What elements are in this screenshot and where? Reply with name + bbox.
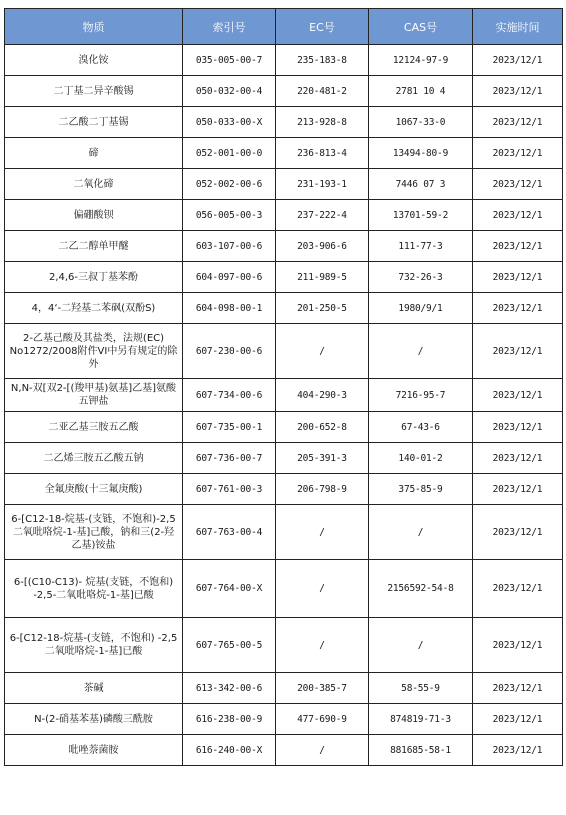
effective-date-cell: 2023/12/1 [473,231,563,262]
ec-number-cell: 231-193-1 [276,169,369,200]
substance-cell: 茶碱 [5,673,183,704]
effective-date-cell: 2023/12/1 [473,505,563,560]
substance-cell: 全氟庚酸(十三氟庚酸) [5,474,183,505]
effective-date-cell: 2023/12/1 [473,412,563,443]
ec-number-cell: 237-222-4 [276,200,369,231]
index-number-cell: 607-764-00-X [183,560,276,618]
substance-cell: 二乙烯三胺五乙酸五钠 [5,443,183,474]
substance-cell: 6-[C12-18-烷基-(支链，不饱和)-2,5 二氧吡咯烷-1-基]己酸，钠和三(2-羟乙基)铵盐 [5,505,183,560]
cas-number-cell: 375-85-9 [369,474,473,505]
cas-number-cell: 111-77-3 [369,231,473,262]
cas-number-cell: 881685-58-1 [369,735,473,766]
header-effective-date: 实施时间 [473,9,563,45]
cas-number-cell: 2156592-54-8 [369,560,473,618]
table-row [5,474,563,505]
effective-date-cell: 2023/12/1 [473,293,563,324]
index-number-cell: 616-238-00-9 [183,704,276,735]
substance-cell: 6-[C12-18-烷基-(支链，不饱和) -2,5二氧吡咯烷-1-基]已酸 [5,618,183,673]
table-header-row [5,9,563,45]
cas-number-cell: 1980/9/1 [369,293,473,324]
table-row [5,443,563,474]
ec-number-cell: 206-798-9 [276,474,369,505]
cas-number-cell: 2781 10 4 [369,76,473,107]
index-number-cell: 616-240-00-X [183,735,276,766]
substance-cell: N-(2-硝基苯基)磷酸三酰胺 [5,704,183,735]
table-row [5,293,563,324]
header-index-number: 索引号 [183,9,276,45]
substance-cell: 溴化铵 [5,45,183,76]
index-number-cell: 607-761-00-3 [183,474,276,505]
effective-date-cell: 2023/12/1 [473,169,563,200]
table-row [5,324,563,379]
ec-number-cell: 201-250-5 [276,293,369,324]
substance-cell: 二氧化碲 [5,169,183,200]
header-ec-number: EC号 [276,9,369,45]
header-substance: 物质 [5,9,183,45]
ec-number-cell: 477-690-9 [276,704,369,735]
ec-number-cell: / [276,618,369,673]
table-row [5,673,563,704]
index-number-cell: 607-763-00-4 [183,505,276,560]
ec-number-cell: / [276,560,369,618]
cas-number-cell: 12124-97-9 [369,45,473,76]
effective-date-cell: 2023/12/1 [473,138,563,169]
index-number-cell: 050-033-00-X [183,107,276,138]
ec-number-cell: 211-989-5 [276,262,369,293]
table-row [5,735,563,766]
ec-number-cell: 235-183-8 [276,45,369,76]
cas-number-cell: 58-55-9 [369,673,473,704]
index-number-cell: 056-005-00-3 [183,200,276,231]
table-row [5,107,563,138]
index-number-cell: 603-107-00-6 [183,231,276,262]
index-number-cell: 035-005-00-7 [183,45,276,76]
ec-number-cell: 203-906-6 [276,231,369,262]
substance-cell: 碲 [5,138,183,169]
cas-number-cell: 140-01-2 [369,443,473,474]
table-row [5,704,563,735]
table-row [5,231,563,262]
substance-cell: 吡唑萘菌胺 [5,735,183,766]
effective-date-cell: 2023/12/1 [473,76,563,107]
table-row [5,618,563,673]
index-number-cell: 052-001-00-0 [183,138,276,169]
index-number-cell: 604-098-00-1 [183,293,276,324]
cas-number-cell: 13494-80-9 [369,138,473,169]
cas-number-cell: 874819-71-3 [369,704,473,735]
effective-date-cell: 2023/12/1 [473,107,563,138]
cas-number-cell: / [369,324,473,379]
substance-cell: 2,4,6-三叔丁基苯酚 [5,262,183,293]
ec-number-cell: / [276,324,369,379]
substance-cell: 偏硼酸钡 [5,200,183,231]
effective-date-cell: 2023/12/1 [473,474,563,505]
table-row [5,262,563,293]
cas-number-cell: 7446 07 3 [369,169,473,200]
ec-number-cell: 205-391-3 [276,443,369,474]
substance-cell: 6-[(C10-C13)- 烷基(支链，不饱和) -2,5-二氧吡咯烷-1-基]已酸 [5,560,183,618]
effective-date-cell: 2023/12/1 [473,324,563,379]
ec-number-cell: 213-928-8 [276,107,369,138]
ec-number-cell: / [276,505,369,560]
ec-number-cell: 236-813-4 [276,138,369,169]
effective-date-cell: 2023/12/1 [473,560,563,618]
ec-number-cell: 220-481-2 [276,76,369,107]
table-row [5,169,563,200]
index-number-cell: 607-735-00-1 [183,412,276,443]
cas-number-cell: / [369,618,473,673]
index-number-cell: 050-032-00-4 [183,76,276,107]
effective-date-cell: 2023/12/1 [473,45,563,76]
effective-date-cell: 2023/12/1 [473,735,563,766]
cas-number-cell: / [369,505,473,560]
cas-number-cell: 67-43-6 [369,412,473,443]
substance-table [4,8,563,766]
substance-cell: N,N-双[双2-[(羧甲基)氨基]乙基]氨酸五钾盐 [5,379,183,412]
ec-number-cell: 200-652-8 [276,412,369,443]
substance-cell: 二乙酸二丁基锡 [5,107,183,138]
substance-cell: 二亚乙基三胺五乙酸 [5,412,183,443]
index-number-cell: 613-342-00-6 [183,673,276,704]
index-number-cell: 607-734-00-6 [183,379,276,412]
table-body [5,45,563,766]
effective-date-cell: 2023/12/1 [473,704,563,735]
ec-number-cell: / [276,735,369,766]
table-row [5,505,563,560]
effective-date-cell: 2023/12/1 [473,200,563,231]
table-row [5,200,563,231]
index-number-cell: 604-097-00-6 [183,262,276,293]
effective-date-cell: 2023/12/1 [473,443,563,474]
substance-cell: 二丁基二异辛酸锡 [5,76,183,107]
effective-date-cell: 2023/12/1 [473,618,563,673]
table-row [5,76,563,107]
substance-cell: 4，4‘-二羟基二苯砜(双酚S) [5,293,183,324]
cas-number-cell: 1067-33-0 [369,107,473,138]
table-row [5,412,563,443]
index-number-cell: 607-230-00-6 [183,324,276,379]
index-number-cell: 607-765-00-5 [183,618,276,673]
ec-number-cell: 200-385-7 [276,673,369,704]
cas-number-cell: 13701-59-2 [369,200,473,231]
header-cas-number: CAS号 [369,9,473,45]
ec-number-cell: 404-290-3 [276,379,369,412]
effective-date-cell: 2023/12/1 [473,379,563,412]
substance-cell: 二乙二醇单甲醚 [5,231,183,262]
table-row [5,560,563,618]
cas-number-cell: 7216-95-7 [369,379,473,412]
index-number-cell: 052-002-00-6 [183,169,276,200]
table-row [5,45,563,76]
effective-date-cell: 2023/12/1 [473,262,563,293]
index-number-cell: 607-736-00-7 [183,443,276,474]
substance-cell: 2-乙基己酸及其盐类，法规(EC) No1272/2008附件VI中另有规定的除外 [5,324,183,379]
cas-number-cell: 732-26-3 [369,262,473,293]
table-row [5,379,563,412]
effective-date-cell: 2023/12/1 [473,673,563,704]
top-cropped-strip [0,0,566,8]
table-row [5,138,563,169]
